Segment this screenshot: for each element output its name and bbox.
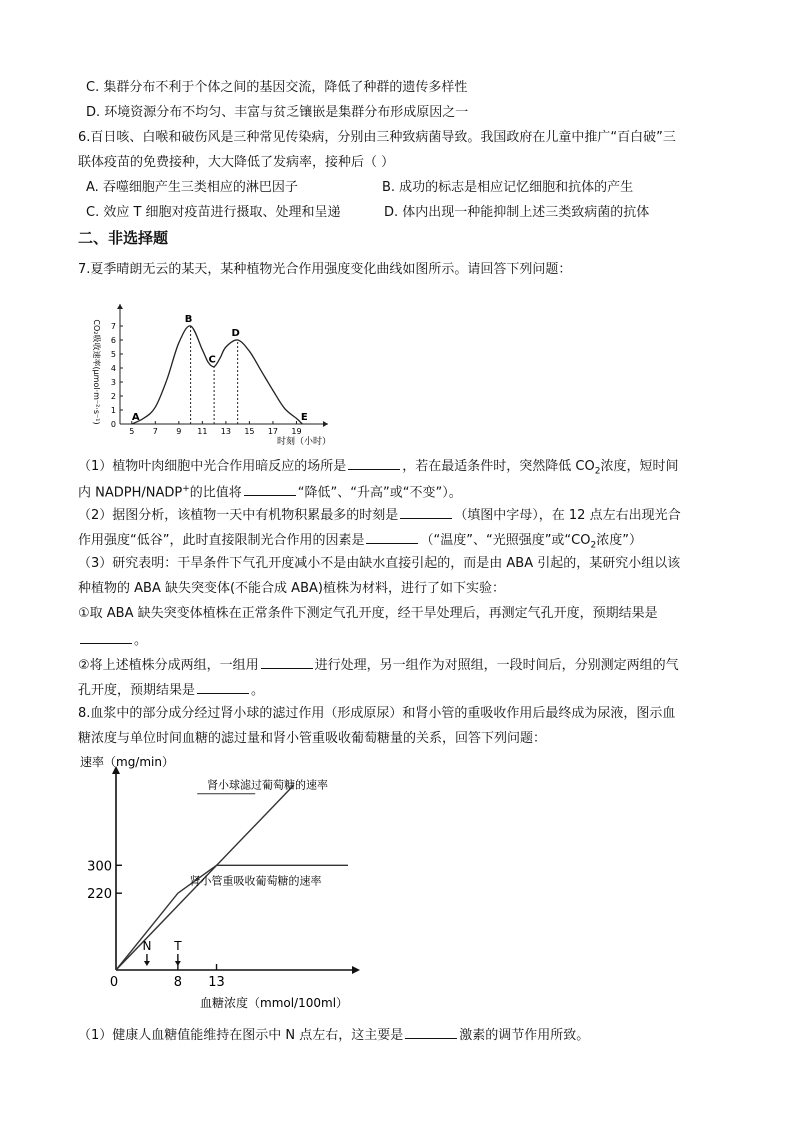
answer-blank-1[interactable] [348,455,400,470]
text: 。 [251,683,265,698]
text: 浓度”） [596,533,642,548]
chart1-x-tick-label: 11 [197,427,208,436]
chart1-x-tick-label: 9 [176,427,182,436]
chart1-x-tick-label: 15 [244,427,255,436]
chart1-y-tick-label: 1 [110,406,116,415]
chart1-point-label-b: B [184,314,193,325]
chart2-marker-arrow-head [175,961,181,966]
text: “降低”、“升高”或“不变”）。 [297,485,462,501]
answer-blank-6[interactable] [261,654,313,669]
chart1-x-tick-label: 13 [220,427,231,436]
q8-stem-line2: 糖浓度与单位时间血糖的滤过量和肾小管重吸收葡萄糖量的关系，回答下列问题： [78,731,547,746]
subscript: 2 [590,540,597,551]
q6-option-d: D. 体内出现一种能抑制上述三类致病菌的抗体 [384,205,650,220]
chart1-y-tick-label: 6 [110,336,116,345]
answer-blank-3[interactable] [400,504,452,519]
text: 浓度，短时间 [600,459,679,474]
q5-option-d: D. 环境资源分布不均匀、丰富与贫乏镶嵌是集群分布形成原因之一 [86,105,469,120]
q7-part2-line2 [78,529,642,556]
chart1-y-axis-label: CO₂吸收速率(μmol·m⁻²·s⁻¹) [92,319,101,425]
q8-part1 [78,1024,589,1046]
text: ，若在最适条件时，突然降低 CO [402,459,595,474]
subscript: 2 [594,466,601,477]
chart1-point-label-a: A [131,412,140,423]
q7-part1-line1 [78,455,678,482]
chart1-y-tick-label: 5 [110,350,116,359]
answer-blank-7[interactable] [197,679,249,694]
q7-part3-line1: （3）研究表明：干旱条件下气孔开度减小不是由缺水直接引起的，而是由 ABA 引起的，某研究小组以该 [78,556,681,571]
answer-blank-4[interactable] [366,529,418,544]
q6-stem-line2: 联体疫苗的免费接种，大大降低了发病率，接种后（ ） [78,155,395,170]
glucose-rate-chart [78,752,378,1014]
text: 。 [134,633,148,648]
chart1-y-tick-label: 2 [110,392,116,401]
chart2-y-tick-label: 300 [87,859,112,875]
text: （1）植物叶肉细胞中光合作用暗反应的场所是 [78,459,347,474]
q7-stem: 7.夏季晴朗无云的某天，某种植物光合作用强度变化曲线如图所示。请回答下列问题： [78,262,572,277]
chart1-point-label-d: D [231,328,240,339]
q6-option-b: B. 成功的标志是相应记忆细胞和抗体的产生 [382,180,634,195]
q7-part3-line2: 种植物的 ABA 缺失突变体(不能合成 ABA)植株为材料，进行了如下实验： [78,581,505,596]
q7-part3-step2-line2 [78,679,264,701]
text: （2）据图分析，该植物一天中有机物积累最多的时刻是 [78,508,399,523]
q7-part2-line1 [78,504,681,526]
q6-stem-line1: 6.百日咳、白喉和破伤风是三种常见传染病，分别由三种致病菌导致。我国政府在儿童中推广“百白破”三 [78,130,676,145]
text: ②将上述植株分成两组，一组用 [78,658,259,673]
q6-option-a: A. 吞噬细胞产生三类相应的淋巴因子 [86,180,298,195]
text: （“温度”、“光照强度”或“CO [420,533,591,548]
chart2-x-tick-label: 8 [173,975,183,990]
q6-option-c: C. 效应 T 细胞对疫苗进行摄取、处理和呈递 [86,205,341,220]
text: 内 NADPH/NADP [78,485,183,501]
chart1-x-tick-label: 7 [152,427,158,436]
answer-blank-2[interactable] [244,481,296,496]
chart1-curve [132,326,303,424]
text: 的比值将 [189,485,242,501]
text: 进行处理，另一组作为对照组，一段时间后，分别测定两组的气 [314,658,679,673]
text: （填图中字母），在 12 点左右出现光合 [454,508,681,523]
chart2-x-axis-label: 血糖浓度（mmol/100ml） [200,996,349,1010]
chart1-y-arrow [117,304,123,309]
chart2-marker-label-t: T [174,939,182,953]
superscript: + [182,484,190,494]
chart2-x-tick-label: 13 [208,975,225,990]
chart2-y-axis-label: 速率（mg/min） [80,755,174,769]
chart1-x-arrow [323,421,328,427]
text: 作用强度“低谷”，此时直接限制光合作用的因素是 [78,533,365,548]
chart1-x-axis-label: 时刻（小时） [276,437,332,447]
text: （1）健康人血糖值能维持在图示中 N 点左右，这主要是 [78,1028,404,1043]
answer-blank-5[interactable] [80,629,132,644]
chart1-x-tick-label: 17 [267,427,279,436]
chart2-marker-arrow-head [144,961,150,966]
q7-part3-step1: ①取 ABA 缺失突变体植株在正常条件下测定气孔开度，经干旱处理后，再测定气孔开度，预期结果是 [78,606,658,621]
chart1-point-label-e: E [300,412,308,423]
q8-stem-line1: 8.血浆中的部分成分经过肾小球的滤过作用（形成原尿）和肾小管的重吸收作用后最终成为尿液，图示血 [78,706,676,721]
text: 激素的调节作用所致。 [459,1028,590,1043]
chart1-y-tick-label: 4 [110,364,116,373]
chart1-point-label-c: C [208,354,216,366]
chart1-x-tick-label: 5 [129,427,135,436]
q5-option-c: C. 集群分布不利于个体之间的基因交流，降低了种群的遗传多样性 [86,80,468,95]
chart2-series-label-reabsorption: 肾小管重吸收葡萄糖的速率 [189,874,322,888]
chart2-series-label-filtration: 肾小球滤过葡萄糖的速率 [207,778,329,792]
chart1-y-tick-label: 7 [110,322,116,331]
chart2-y-tick-label: 220 [87,887,112,903]
q7-part3-step1-answer [78,629,147,651]
answer-blank-8[interactable] [405,1024,457,1039]
chart2-origin-label: 0 [109,975,119,990]
photosynthesis-chart [86,296,342,448]
chart1-y-tick-label: 0 [110,420,116,429]
q7-part3-step2-line1 [78,654,679,676]
chart2-marker-label-n: N [142,939,152,953]
chart1-y-tick-label: 3 [110,378,116,387]
text: 孔开度，预期结果是 [78,683,196,698]
q7-part1-line2 [78,479,462,503]
section-heading: 二、非选择题 [78,229,169,247]
chart2-x-arrow [352,966,360,974]
chart1-x-tick-label: 19 [291,427,302,436]
